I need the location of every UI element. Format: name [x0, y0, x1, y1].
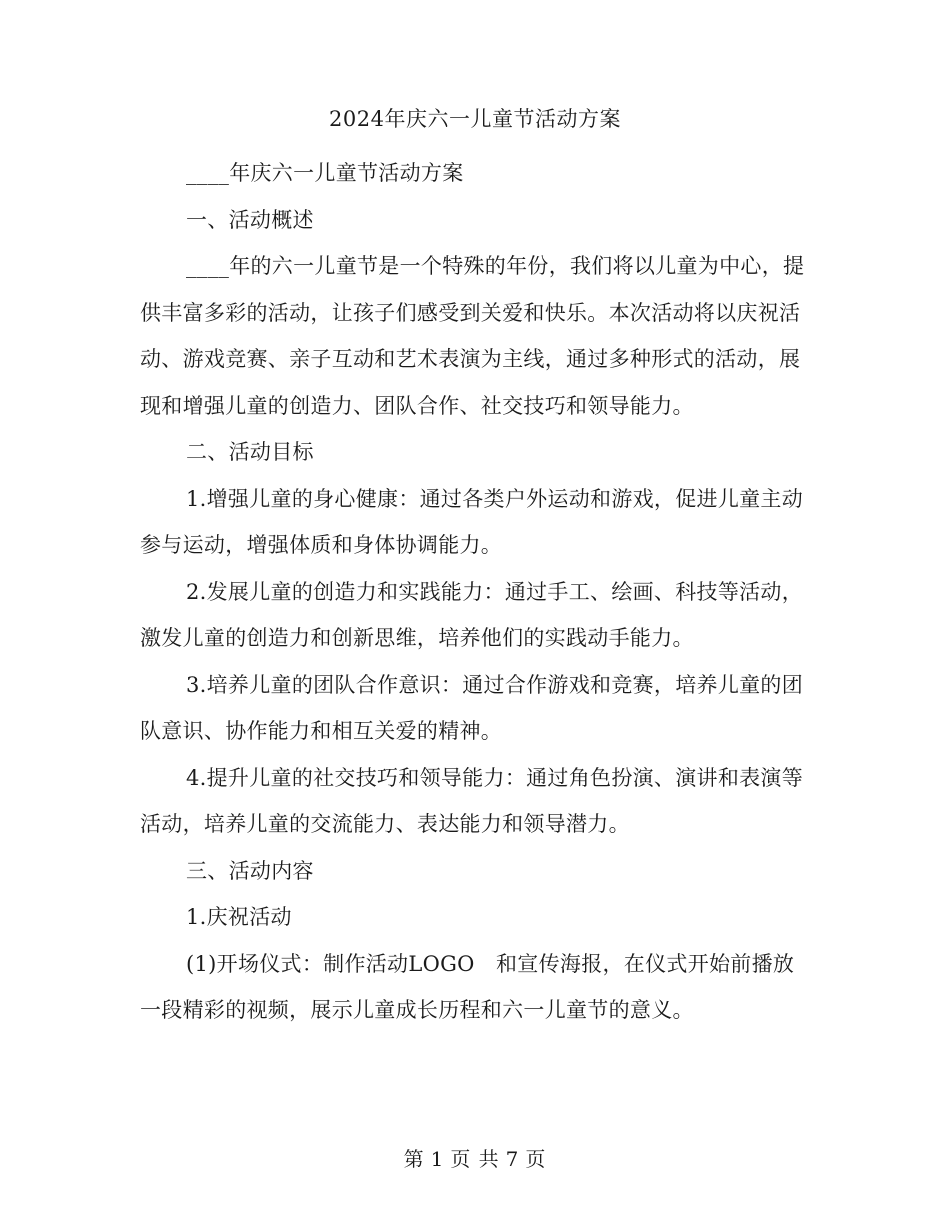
footer-prefix: 第 — [403, 1147, 425, 1171]
goal-item-2: 2.发展儿童的创造力和实践能力：通过手工、绘画、科技等活动，激发儿童的创造力和创新思维，培养他们的实践动手能力。 — [140, 579, 804, 650]
footer-mid: 页 共 — [450, 1147, 500, 1171]
document-title: 2024年庆六一儿童节活动方案 — [329, 107, 621, 131]
section-heading-overview: 一、活动概述 — [186, 207, 314, 232]
page-footer — [0, 1144, 950, 1174]
footer-suffix: 页 — [525, 1147, 547, 1171]
footer-total-pages: 7 — [505, 1147, 520, 1171]
goal-item-3: 3.培养儿童的团队合作意识：通过合作游戏和竞赛，培养儿童的团队意识、协作能力和相互关爱的精神。 — [140, 672, 804, 743]
subtitle-paragraph: ____年庆六一儿童节活动方案 — [186, 161, 464, 185]
overview-paragraph: ____年的六一儿童节是一个特殊的年份，我们将以儿童为中心，提供丰富多彩的活动，让孩子们感受到关爱和快乐。本次活动将以庆祝活动、游戏竞赛、亲子互动和艺术表演为主线，通过多种形式的活动，展现和增强儿童的创造力、团队合作、社交技巧和领导能力。 — [140, 254, 805, 418]
section-heading-content: 三、活动内容 — [186, 858, 314, 883]
section-heading-goals: 二、活动目标 — [186, 440, 314, 464]
goal-item-4: 4.提升儿童的社交技巧和领导能力：通过角色扮演、演讲和表演等活动，培养儿童的交流能力、表达能力和领导潜力。 — [140, 765, 804, 836]
document-body — [140, 150, 812, 1034]
footer-current-page: 1 — [430, 1147, 445, 1171]
goal-item-1: 1.增强儿童的身心健康：通过各类户外运动和游戏，促进儿童主动参与运动，增强体质和身体协调能力。 — [140, 486, 804, 557]
content-subheading-celebration: 1.庆祝活动 — [186, 905, 292, 929]
content-item-opening: (1)开场仪式：制作活动LOGO 和宣传海报，在仪式开始前播放一段精彩的视频，展示儿童成长历程和六一儿童节的意义。 — [140, 951, 795, 1022]
